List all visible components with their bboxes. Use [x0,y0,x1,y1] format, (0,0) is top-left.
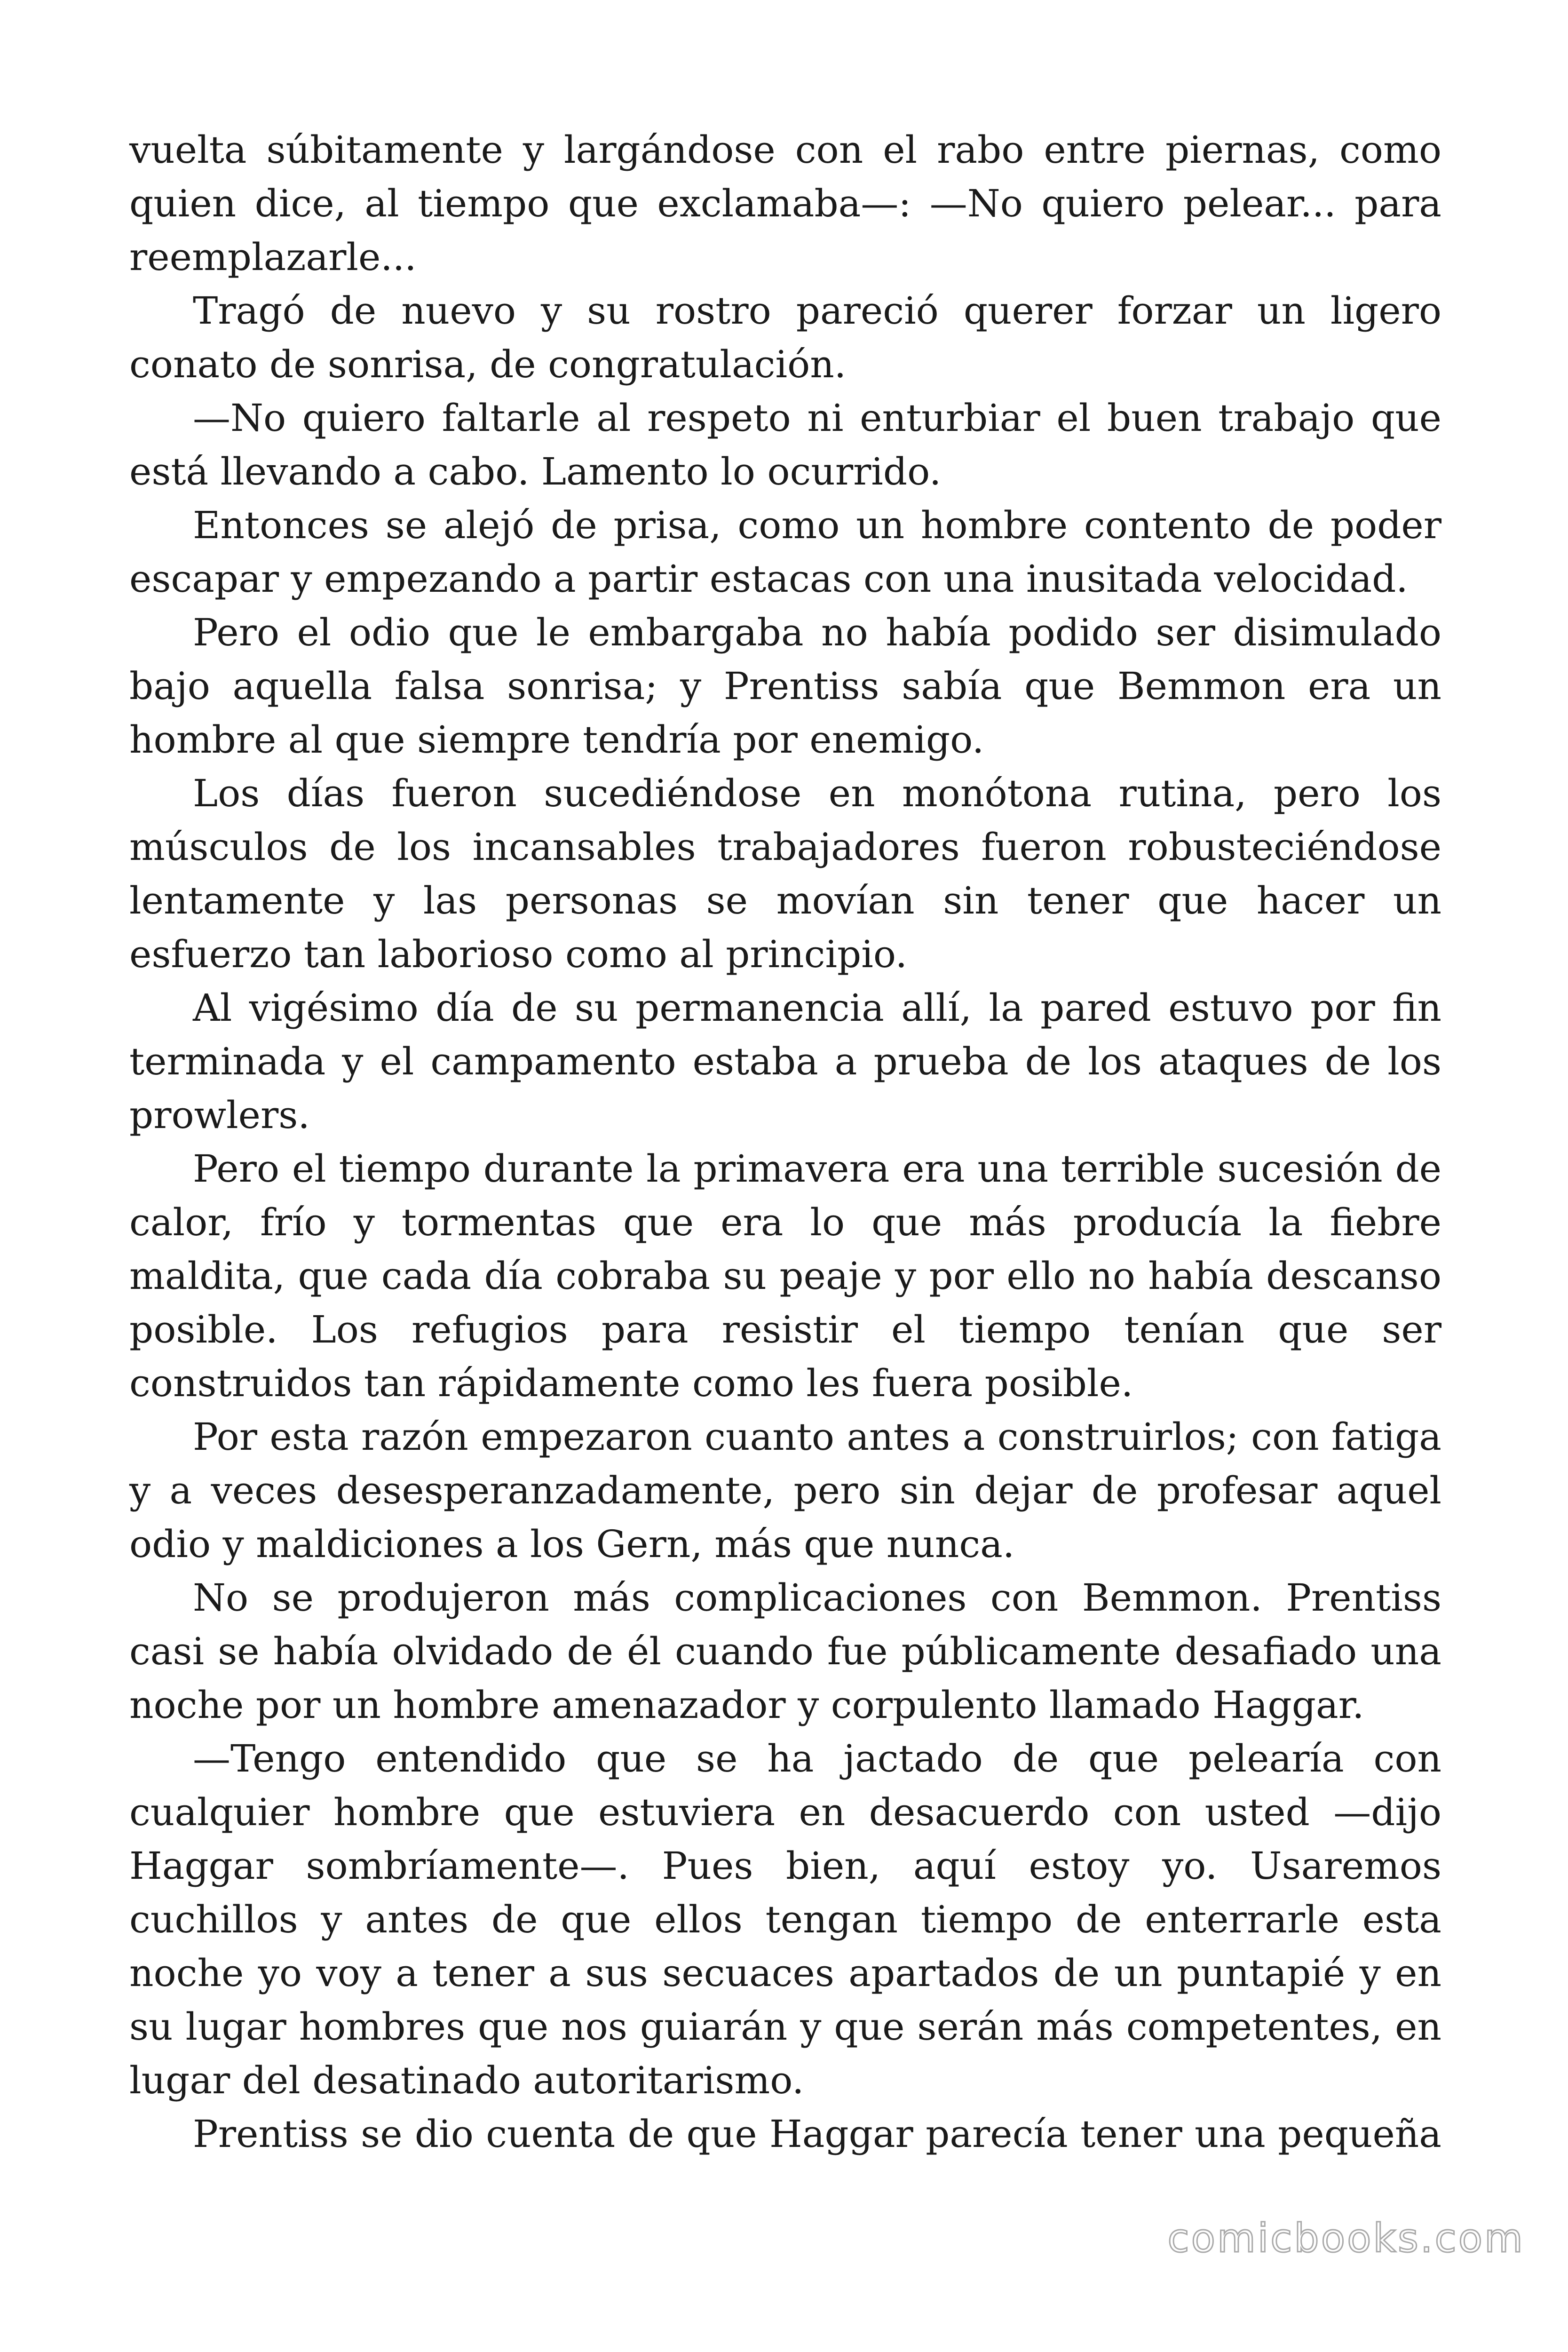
paragraph: —Tengo entendido que se ha jactado de que pelearía con cualquier hombre que estuviera en desacuerdo con usted —dijo Haggar sombríamente—. Pues bien, aquí estoy yo. Usaremos cuchillos y antes de que ellos tengan tiempo de enterrarle esta noche yo voy a tener a sus secuaces apartados de un puntapié y en su lugar hombres que nos guiarán y que serán más competentes, en lugar del desatinado autoritarismo. [129,1737,1441,2102]
paragraph: Pero el tiempo durante la primavera era una terrible sucesión de calor, frío y tormentas que era lo que más producía la fiebre maldita, que cada día cobraba su peaje y por ello no había descanso posible. Los refugios para resistir el tiempo tenían que ser construidos tan rápidamente como les fuera posible. [129,1147,1441,1405]
paragraph: Tragó de nuevo y su rostro pareció querer forzar un ligero conato de sonrisa, de congratulación. [129,289,1441,386]
paragraph: Por esta razón empezaron cuanto antes a construirlos; con fatiga y a veces desesperanzadamente, pero sin dejar de profesar aquel odio y maldiciones a los Gern, más que nunca. [129,1415,1441,1566]
paragraph: —No quiero faltarle al respeto ni enturbiar el buen trabajo que está llevando a cabo. Lamento lo ocurrido. [129,396,1441,493]
paragraph: vuelta súbitamente y largándose con el rabo entre piernas, como quien dice, al tiempo que exclamaba—: —No quiero pelear... para reemplazarle... [129,128,1441,279]
paragraph-continued: Prentiss se dio cuenta de que Haggar parecía tener una pequeña [193,2112,1441,2156]
paragraph: Entonces se alejó de prisa, como un hombre contento de poder escapar y empezando a partir estacas con una inusitada velocidad. [129,503,1441,601]
paragraph: Al vigésimo día de su permanencia allí, la pared estuvo por fin terminada y el campamento estaba a prueba de los ataques de los prowlers. [129,986,1441,1137]
paragraph: No se produjeron más complicaciones con Bemmon. Prentiss casi se había olvidado de él cuando fue públicamente desafiado una noche por un hombre amenazador y corpulento llamado Haggar. [129,1576,1441,1727]
paragraph: Los días fueron sucediéndose en monótona rutina, pero los músculos de los incansables trabajadores fueron robusteciéndose lentamente y las personas se movían sin tener que hacer un esfuerzo tan laborioso como al principio. [129,771,1441,976]
page-body [129,123,1441,2161]
paragraph: Pero el odio que le embargaba no había podido ser disimulado bajo aquella falsa sonrisa; y Prentiss sabía que Bemmon era un hombre al que siempre tendría por enemigo. [129,611,1441,762]
watermark: comicbooks.com [1167,2215,1525,2261]
